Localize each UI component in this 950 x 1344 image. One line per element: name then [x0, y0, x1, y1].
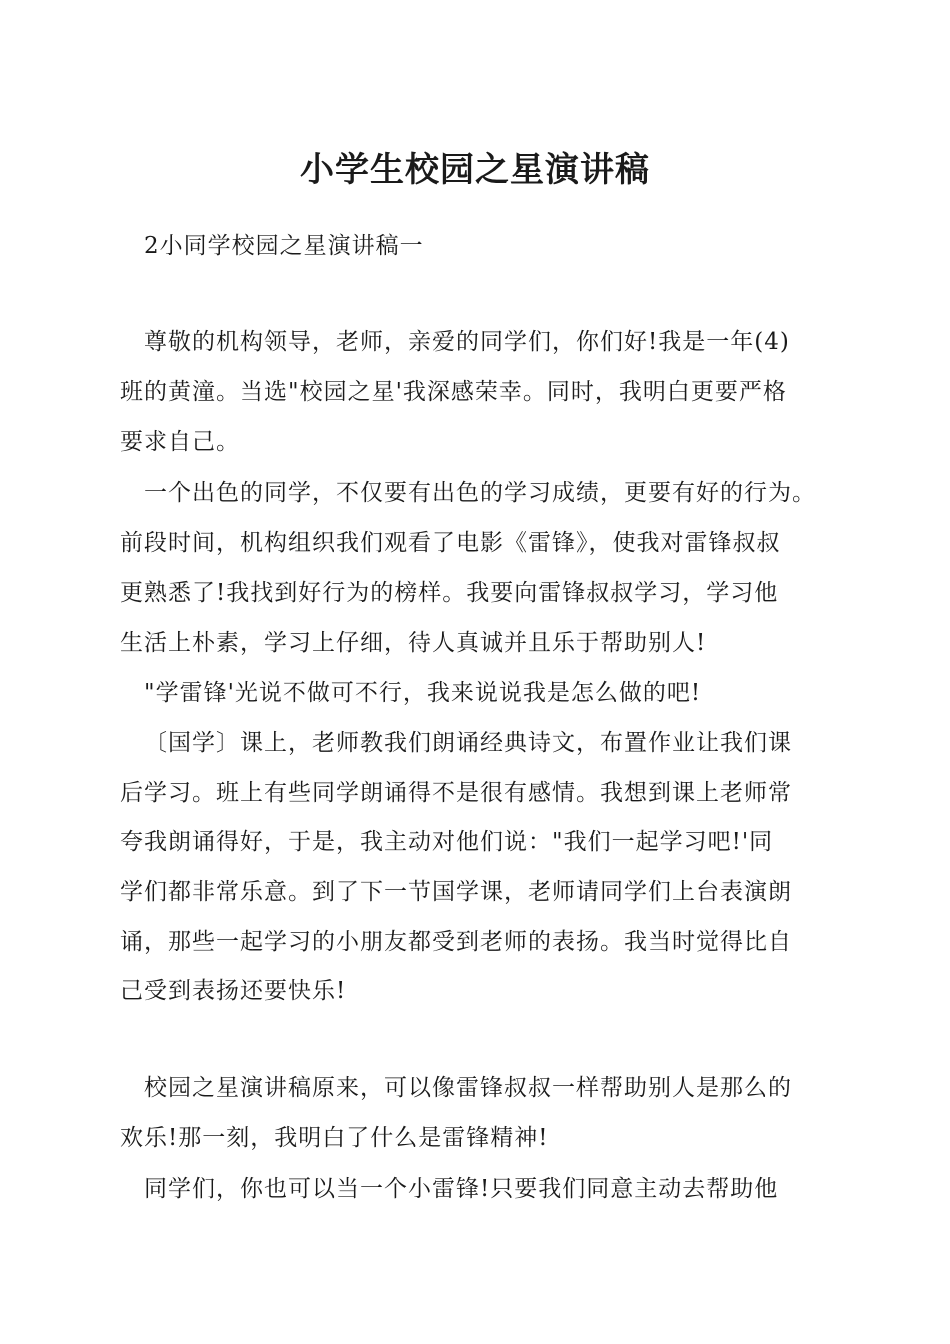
subtitle-line: 2小同学校园之星演讲稿一	[144, 233, 424, 259]
text-line: 诵，那些一起学习的小朋友都受到老师的表扬。我当时觉得比自	[120, 929, 792, 955]
text-line: 〔国学〕课上，老师教我们朗诵经典诗文，布置作业让我们课	[144, 730, 792, 756]
text-line: 生活上朴素，学习上仔细，待人真诚并且乐于帮助别人!	[120, 630, 707, 656]
text-line: 己受到表扬还要快乐!	[120, 978, 347, 1004]
text-line: 前段时间，机构组织我们观看了电影《雷锋》，使我对雷锋叔叔	[120, 530, 781, 556]
document-title: 小学生校园之星演讲稿	[300, 150, 650, 190]
text-line: 欢乐!那一刻，我明白了什么是雷锋精神!	[120, 1125, 549, 1151]
text-line: "学雷锋'光说不做可不行，我来说说我是怎么做的吧!	[144, 680, 702, 706]
text-line: 一个出色的同学，不仅要有出色的学习成绩，更要有好的行为。	[144, 480, 816, 506]
text-line: 要求自己。	[120, 429, 240, 455]
text-line: 尊敬的机构领导，老师，亲爱的同学们，你们好!我是一年(4)	[144, 329, 790, 355]
text-line: 夸我朗诵得好，于是，我主动对他们说："我们一起学习吧!'同	[120, 829, 774, 855]
text-line: 班的黄潼。当选"校园之星'我深感荣幸。同时，我明白更要严格	[120, 379, 787, 405]
text-line: 更熟悉了!我找到好行为的榜样。我要向雷锋叔叔学习，学习他	[120, 580, 779, 606]
text-line: 后学习。班上有些同学朗诵得不是很有感情。我想到课上老师常	[120, 780, 792, 806]
text-line: 同学们，你也可以当一个小雷锋!只要我们同意主动去帮助他	[144, 1176, 779, 1202]
text-line: 学们都非常乐意。到了下一节国学课，老师请同学们上台表演朗	[120, 879, 792, 905]
text-line: 校园之星演讲稿原来，可以像雷锋叔叔一样帮助别人是那么的	[144, 1075, 792, 1101]
